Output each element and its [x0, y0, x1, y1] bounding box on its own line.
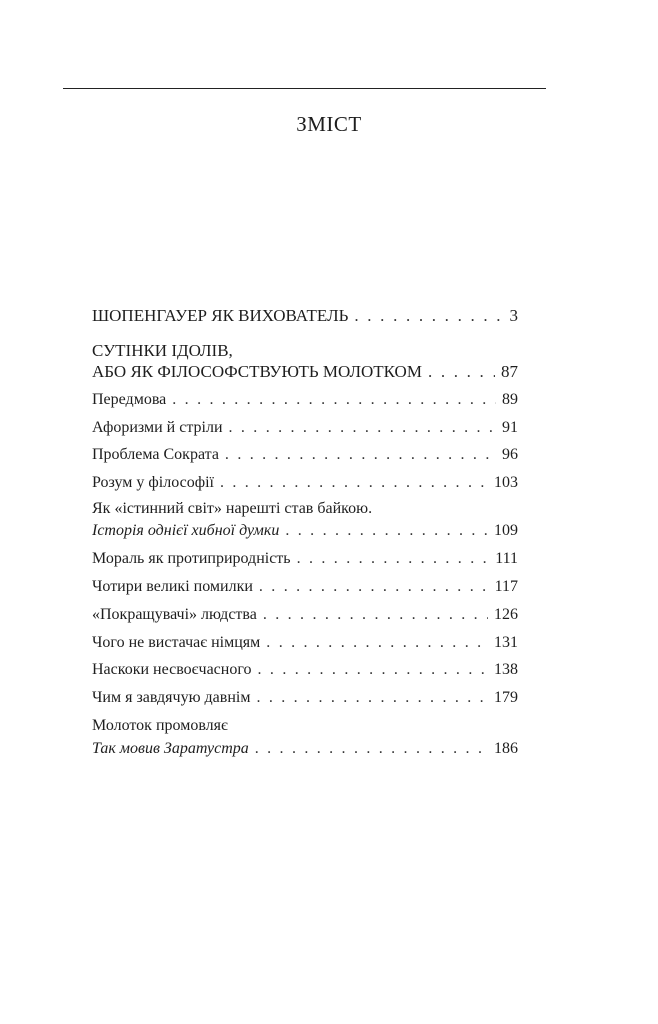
- toc-entry-label: Чим я завдячую давнім: [92, 689, 251, 706]
- toc-entry[interactable]: [92, 661, 518, 685]
- toc-entry[interactable]: [92, 606, 518, 630]
- toc-entry-page: 103: [494, 474, 518, 491]
- toc-entry-page: 117: [494, 578, 518, 595]
- toc-entry[interactable]: [92, 689, 518, 713]
- dot-leader: [285, 522, 488, 540]
- toc-entry-label: Передмова: [92, 391, 167, 408]
- toc-entry[interactable]: [92, 522, 518, 546]
- toc-entry-label: Так мовив Заратустра: [92, 740, 249, 757]
- toc-entry-label: Чого не вистачає німцям: [92, 634, 261, 651]
- toc-entry-page: 96: [502, 446, 518, 463]
- toc-entry-page: 111: [495, 550, 518, 567]
- toc-entry-page: 109: [494, 522, 518, 539]
- toc-entry-label: ШОПЕНГАУЕР ЯК ВИХОВАТЕЛЬ: [92, 306, 349, 325]
- toc-entry[interactable]: [92, 474, 518, 498]
- dot-leader: [259, 578, 489, 596]
- toc-entry[interactable]: [92, 391, 518, 415]
- toc-entry-line1: СУТІНКИ ІДОЛІВ,: [92, 341, 233, 360]
- toc-entry-label: Чотири великі помилки: [92, 578, 253, 595]
- toc-entry-page: 3: [509, 306, 518, 325]
- dot-leader: [354, 306, 503, 326]
- toc-entry-label: Історія однієї хибної думки: [92, 522, 280, 539]
- toc-entry[interactable]: [92, 740, 518, 764]
- toc-entry-label: АБО ЯК ФІЛОСОФСТВУЮТЬ МОЛОТКОМ: [92, 362, 422, 381]
- toc-entry-label: «Покращувачі» людства: [92, 606, 257, 623]
- toc-entry-page: 89: [502, 391, 518, 408]
- dot-leader: [172, 391, 496, 409]
- toc-entry[interactable]: [92, 550, 518, 574]
- dot-leader: [297, 550, 490, 568]
- toc-entry-label: Наскоки несвоєчасного: [92, 661, 252, 678]
- dot-leader: [263, 606, 488, 624]
- toc-entry[interactable]: [92, 446, 518, 470]
- dot-leader: [428, 362, 495, 382]
- toc-entry-page: 179: [494, 689, 518, 706]
- toc-entry-label: Розум у філософії: [92, 474, 214, 491]
- dot-leader: [220, 474, 488, 492]
- dot-leader: [229, 419, 497, 437]
- toc-entry[interactable]: [92, 578, 518, 602]
- toc-entry-page: 87: [501, 362, 518, 381]
- dot-leader: [256, 689, 488, 707]
- toc-entry-page: 126: [494, 606, 518, 623]
- toc-entry-page: 131: [494, 634, 518, 651]
- toc-entry-label: Афоризми й стріли: [92, 419, 223, 436]
- page-title: ЗМІСТ: [296, 112, 362, 136]
- toc-entry-page: 138: [494, 661, 518, 678]
- toc-entry[interactable]: [92, 419, 518, 443]
- toc-entry[interactable]: [92, 306, 518, 330]
- toc-entry-page: 186: [494, 740, 518, 757]
- dot-leader: [258, 661, 488, 679]
- toc-entry-label: Проблема Сократа: [92, 446, 219, 463]
- top-rule: [63, 88, 546, 89]
- dot-leader: [266, 634, 488, 652]
- toc-entry[interactable]: [92, 634, 518, 658]
- dot-leader: [225, 446, 496, 464]
- dot-leader: [255, 740, 488, 758]
- toc-entry-line1: Як «істинний світ» нарешті став байкою.: [92, 500, 373, 517]
- toc-entry-page: 91: [502, 419, 518, 436]
- toc-entry-label: Мораль як протиприродність: [92, 550, 291, 567]
- toc-entry-line1: Молоток промовляє: [92, 717, 228, 734]
- toc-entry[interactable]: [92, 362, 518, 386]
